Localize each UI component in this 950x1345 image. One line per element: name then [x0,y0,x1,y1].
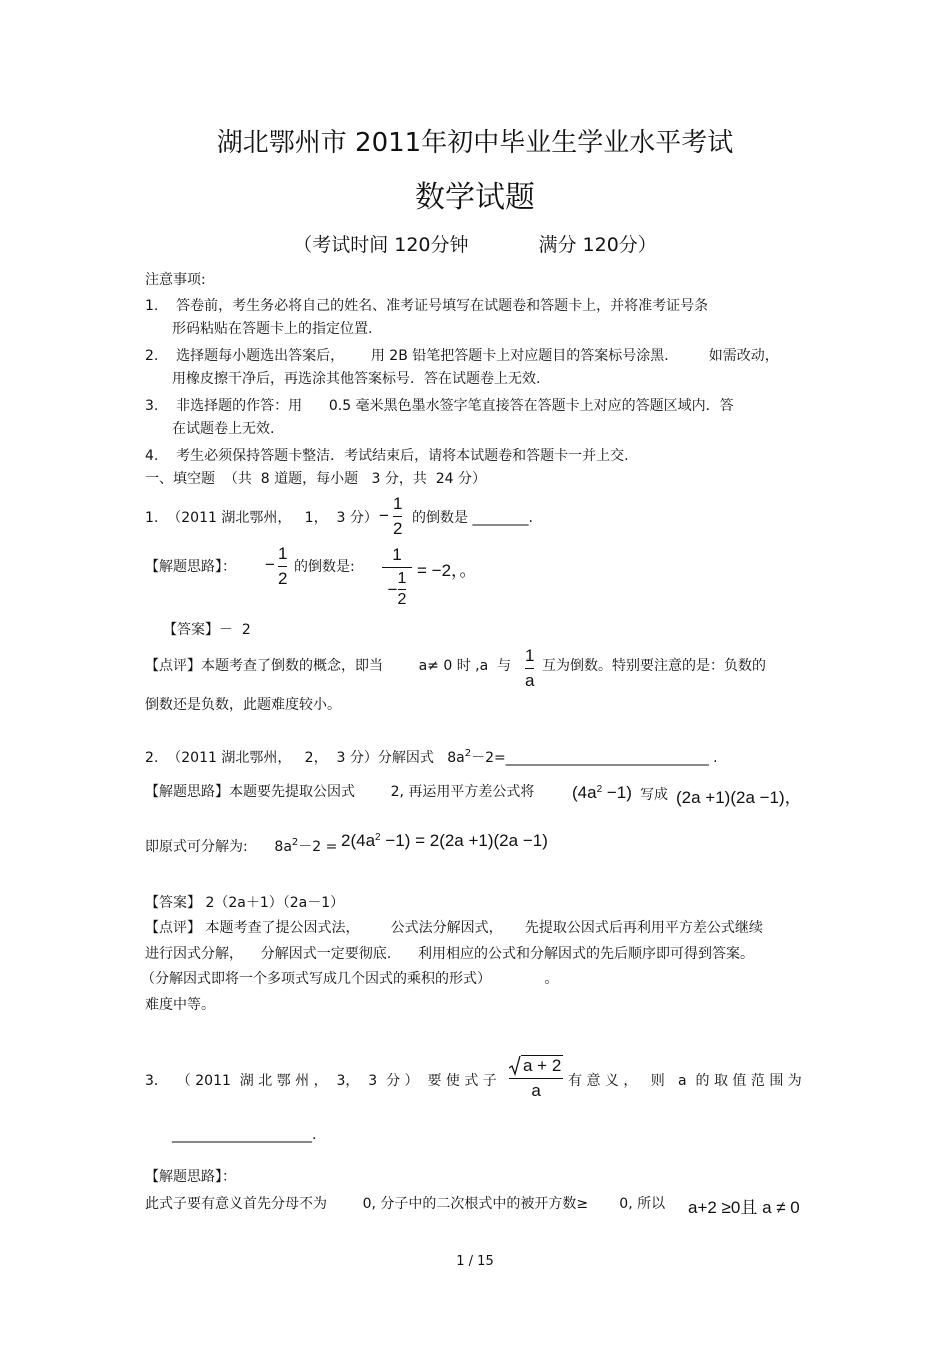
exam-score: 满分 120分） [538,234,657,256]
page-number: 1 / 15 [456,1254,494,1269]
note-2-cont: 用橡皮擦干净后，再选涂其他答案标号．答在试题卷上无效. [172,371,541,387]
q1-result-inner-num: 1 [397,570,407,587]
q2-comment-4: 难度中等。 [145,997,215,1013]
note-1: 1. 答卷前，考生务必将自己的姓名、准考证号填写在试题卷和答题卡上，并将准考证号条 [145,298,709,314]
q3-radical [509,1055,563,1076]
q1-result-eq: = −2，。 [417,561,477,580]
q3-analysis-label: 【解题思路】： [145,1169,236,1185]
q2-line2-expr [341,831,548,851]
q2-analysis: 【解题思路】本题要先提取公因式 2, 再运用平方差公式将 [145,784,535,800]
q1-stem: 1. （2011 湖北鄂州， 1， 3 分） [145,510,378,526]
sqrt-icon [509,1056,521,1076]
q2-expr2: (2a +1)(2a −1)， [676,788,802,807]
q2-expr1-text: (4a [572,783,597,802]
q1-result-num: 1 [392,545,402,564]
q2-stem-sup: 2 [464,748,472,759]
q2-comment-1: 【点评】 本题考查了提公因式法， 公式法分解因式， 先提取公因式后再利用平方差公式继续 [145,920,763,936]
section-heading: 一、填空题 （共 8 道题，每小题 3 分，共 24 分） [145,471,487,487]
q1-result-inner-den: 2 [397,591,407,608]
q1-analysis-den: 2 [278,569,288,588]
q2-comment-2: 进行因式分解， 分解因式一定要彻底. 利用相应的公式和分解因式的先后顺序即可得到答案。 [145,946,754,962]
q2-line2-expr-sup: 2 [375,832,381,843]
q1-comment-den: a [525,671,535,690]
q3-analysis: 此式子要有意义首先分母不为 0, 分子中的二次根式中的被开方数≥ 0, 所以 [145,1196,666,1212]
q1-fraction-num: 1 [393,494,403,513]
q2-stem-text: 2. （2011 湖北鄂州， 2， 3 分）分解因式 8a [145,750,465,766]
q2-expr1 [572,783,632,803]
q1-analysis-fraction [278,544,287,589]
q1-comment-num: 1 [525,646,535,665]
q2-comment-3: （分解因式即将一个多项式写成几个因式的乘积的形式） 。 [141,971,559,987]
note-4: 4. 考生必须保持答题卡整洁．考试结束后，请将本试题卷和答题卡一并上交. [145,448,629,464]
q3-fraction [509,1055,563,1101]
q1-minus: − [379,506,389,525]
q3-radicand: a + 2 [523,1056,562,1075]
q3-tail: 有 意 义 ， 则 a 的 取 值 范 围 为 [568,1073,802,1089]
q3-condition: a+2 ≥0且 a ≠ 0 [688,1198,800,1217]
note-2: 2. 选择题每小题选出答案后， 用 2B 铅笔把答题卡上对应题目的答案标号涂黑. 如需改动， [145,348,779,364]
q2-line2 [145,833,337,857]
q2-stem [145,744,718,768]
q1-result-den-minus: − [387,579,398,599]
q2-stem-tail: －2=_____________________________ . [471,750,718,766]
q2-answer: 【答案】 2（2a＋1）（2a－1） [145,895,345,911]
q1-comment-c: 倒数还是负数，此题难度较小。 [145,697,341,713]
q1-tail: 的倒数是 ________. [412,510,533,526]
exam-title: 湖北鄂州市 2011年初中毕业生学业水平考试 [216,128,734,158]
q3-blank: ____________________. [172,1127,317,1143]
exam-subject: 数学试题 [415,180,535,215]
q1-analysis-num: 1 [278,544,288,563]
q2-line2-c: 2(4a [341,831,376,850]
q1-result-den [388,570,407,609]
q3-stem: 3． （ 2011 湖 北 鄂 州 ， 3， 3 分 ） 要 使 式 子 [145,1073,497,1089]
q2-write: 写成 [640,787,668,803]
q2-line2-a: 即原式可分解为: 8a [145,839,292,855]
note-1-cont: 形码粘贴在答题卡上的指定位置. [172,321,373,337]
q1-analysis-minus: − [265,555,275,574]
note-3-cont: 在试题卷上无效. [172,421,275,437]
exam-time: （考试时间 120分钟 [293,234,469,256]
q2-line2-d: −1) = 2(2a +1)(2a −1) [380,831,548,850]
note-3: 3. 非选择题的作答：用 0.5 毫米黑色墨水签字笔直接答在答题卡上对应的答题区域内．答 [145,398,734,414]
q1-fraction [393,494,402,539]
q2-line2-sup: 2 [291,837,299,848]
q1-comment-fraction [525,646,534,691]
q3-fraction-den: a [531,1081,541,1100]
exam-time-score [0,230,950,257]
q2-expr1-tail: −1) [602,783,632,802]
q2-expr1-sup: 2 [596,784,603,795]
q1-analysis-mid: 的倒数是: [294,559,355,575]
q1-analysis-label: 【解题思路】： [145,559,236,575]
notes-heading: 注意事项: [145,272,206,288]
q1-result-fraction [382,545,412,609]
q1-comment: 【点评】本题考查了倒数的概念，即当 a≠ 0 时 ,a 与 [145,658,512,674]
q2-line2-b: －2 = [298,839,338,855]
q1-comment-b: 互为倒数。特别要注意的是：负数的 [542,658,766,674]
q1-answer: 【答案】－ 2 [163,622,251,638]
q1-fraction-den: 2 [393,519,403,538]
